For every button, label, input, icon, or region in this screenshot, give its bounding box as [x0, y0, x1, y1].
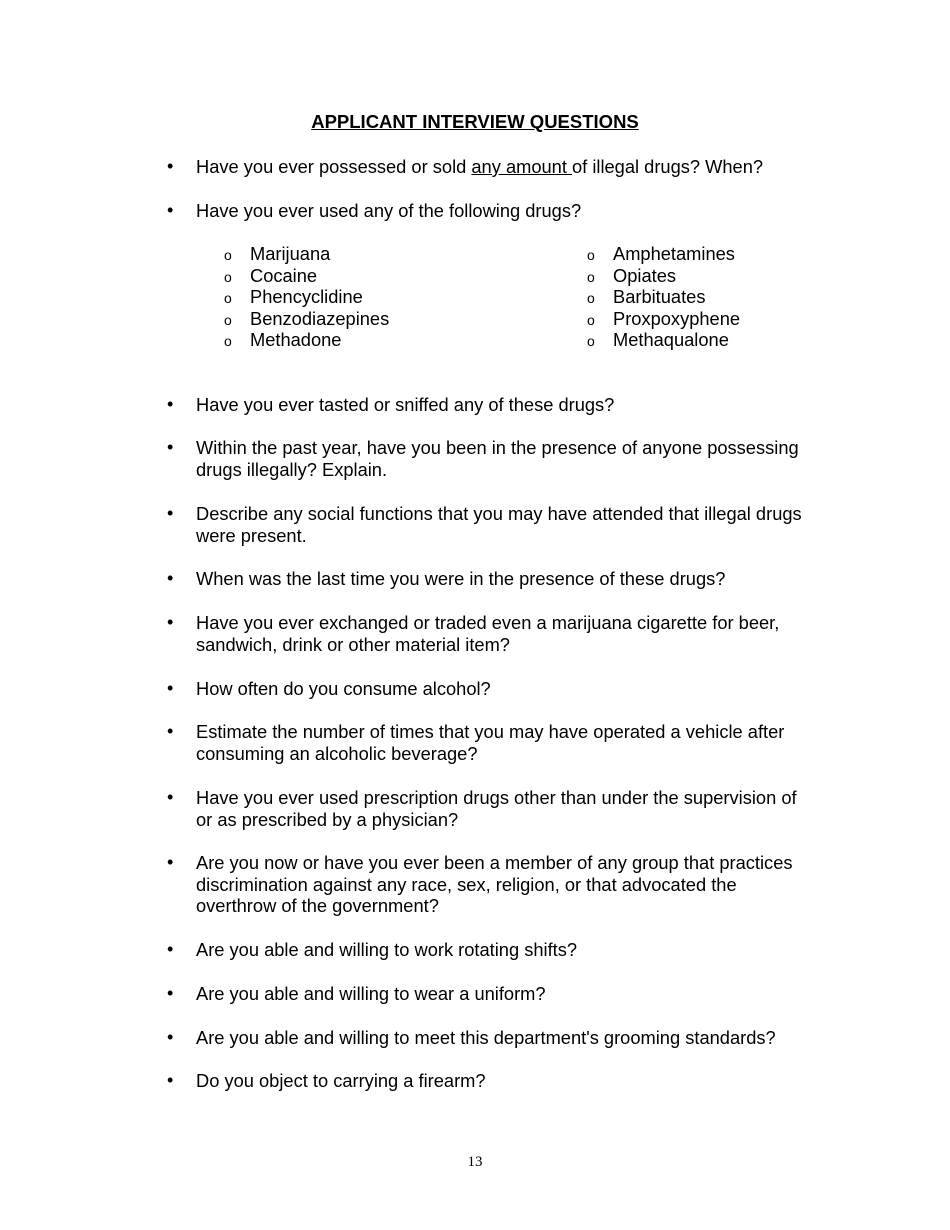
- question-text: Estimate the number of times that you may have operated a vehicle after consuming an alcoholic beverage?: [196, 721, 785, 764]
- bullet: •: [167, 568, 174, 588]
- drug-list-item: [224, 329, 341, 353]
- drug-name: Methaqualone: [613, 329, 729, 351]
- bullet: •: [167, 437, 174, 457]
- question-text: Are you able and willing to work rotating shifts?: [196, 939, 578, 960]
- question-text: Have you ever used prescription drugs other than under the supervision of or as prescribed by a physician?: [196, 787, 797, 830]
- bullet: •: [167, 983, 174, 1003]
- circle-bullet: o: [587, 333, 595, 350]
- drug-name: Proxpoxyphene: [613, 307, 741, 329]
- question-item: [167, 939, 816, 961]
- bullet: •: [167, 939, 174, 959]
- bullet: •: [167, 1070, 174, 1090]
- drug-list-item: [587, 286, 705, 310]
- drug-name: Benzodiazepines: [250, 307, 390, 329]
- question-text: Are you able and willing to meet this department's grooming standards?: [196, 1027, 776, 1048]
- question-item: [167, 612, 816, 655]
- drug-list-item: [587, 308, 740, 332]
- drug-name: Barbituates: [613, 286, 706, 308]
- question-item: [167, 1070, 816, 1092]
- drug-list-item: [587, 265, 676, 289]
- drug-list-item: [224, 286, 363, 310]
- question-item: [167, 503, 816, 546]
- drug-name: Marijuana: [250, 243, 331, 264]
- question-text: Have you ever exchanged or traded even a marijuana cigarette for beer, sandwich, drink or other material item?: [196, 612, 780, 655]
- page-number: 13: [467, 1154, 483, 1170]
- drug-name: Opiates: [613, 264, 677, 286]
- drug-name: Methadone: [250, 329, 342, 351]
- bullet: •: [167, 394, 174, 414]
- question-text: How often do you consume alcohol?: [196, 678, 491, 699]
- question-item: [167, 437, 816, 480]
- question-item: [167, 568, 816, 590]
- bullet: •: [167, 612, 174, 632]
- circle-bullet: o: [587, 311, 595, 328]
- question-item: [167, 983, 816, 1005]
- question-item: [167, 678, 816, 700]
- question-text: Within the past year, have you been in the presence of anyone possessing drugs illegally? Explain.: [196, 437, 799, 480]
- bullet: •: [167, 721, 174, 741]
- question-item: [167, 394, 816, 416]
- question-text: When was the last time you were in the presence of these drugs?: [196, 568, 726, 589]
- question-text-underlined: any amount: [471, 156, 572, 177]
- question-item: [167, 787, 816, 830]
- circle-bullet: o: [587, 247, 595, 263]
- drug-name: Phencyclidine: [250, 286, 363, 308]
- bullet: •: [167, 1027, 174, 1047]
- circle-bullet: o: [224, 333, 232, 350]
- question-text: Are you now or have you ever been a member of any group that practices discrimination against any race, sex, religion, or that advocated the overthrow of the government?: [196, 852, 793, 916]
- drug-name: Cocaine: [250, 264, 318, 286]
- drug-list-item: [587, 329, 729, 353]
- page-title: APPLICANT INTERVIEW QUESTIONS: [311, 111, 639, 132]
- drug-list-item: [224, 243, 330, 267]
- circle-bullet: o: [224, 268, 232, 285]
- bullet: •: [167, 678, 174, 698]
- bullet: •: [167, 787, 174, 807]
- question-text-end: of illegal drugs? When?: [572, 156, 764, 177]
- question-text: Describe any social functions that you may have attended that illegal drugs were present.: [196, 503, 802, 546]
- question-text: Have you ever used any of the following drugs?: [196, 200, 582, 221]
- question-item: [167, 200, 816, 222]
- question-text-start: Have you ever possessed or sold: [196, 156, 472, 177]
- circle-bullet: o: [587, 290, 595, 307]
- question-text: Do you object to carrying a firearm?: [196, 1070, 486, 1091]
- circle-bullet: o: [224, 311, 232, 328]
- circle-bullet: o: [224, 247, 232, 263]
- drug-list-item: [587, 243, 735, 267]
- question-text: Have you ever tasted or sniffed any of these drugs?: [196, 394, 615, 415]
- bullet: •: [167, 852, 174, 872]
- bullet: •: [167, 200, 174, 220]
- question-item: [167, 852, 816, 917]
- drug-name: Amphetamines: [613, 243, 735, 264]
- drug-list-item: [224, 308, 389, 332]
- bullet: •: [167, 503, 174, 523]
- question-item: [167, 1027, 816, 1049]
- bullet: •: [167, 156, 174, 176]
- drug-list-item: [224, 265, 317, 289]
- circle-bullet: o: [587, 268, 595, 285]
- question-item: [167, 156, 816, 178]
- circle-bullet: o: [224, 290, 232, 307]
- question-item: [167, 721, 816, 764]
- question-text: Are you able and willing to wear a uniform?: [196, 983, 546, 1004]
